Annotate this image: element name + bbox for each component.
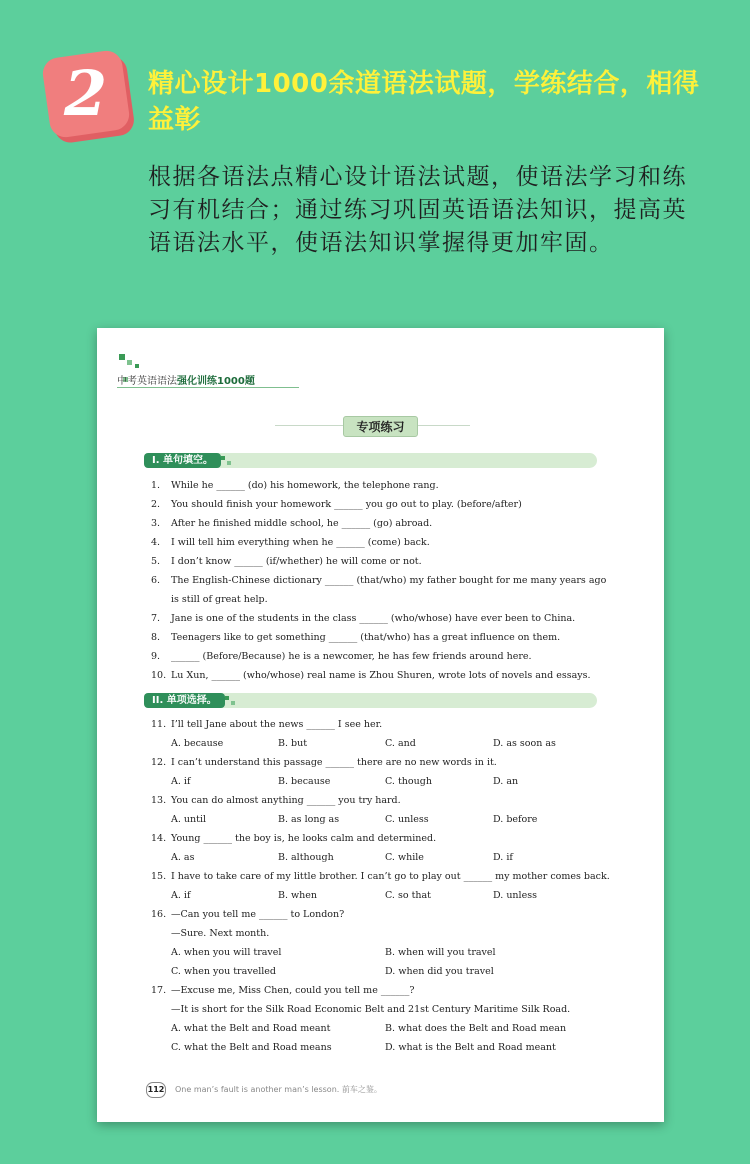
question-text: ______ (Before/Because) he is a newcomer, he has few friends around here. bbox=[171, 651, 532, 662]
book-page bbox=[97, 328, 664, 1122]
decor-square bbox=[119, 354, 125, 360]
option-a: A. if bbox=[171, 890, 191, 901]
question-3 bbox=[151, 518, 432, 529]
option-a: A. what the Belt and Road meant bbox=[171, 1023, 331, 1034]
footer-quote: One man’s fault is another man’s lesson. 前车之鉴。 bbox=[175, 1085, 382, 1094]
running-head bbox=[117, 372, 255, 387]
question-text: I’ll tell Jane about the news ______ I see her. bbox=[171, 719, 383, 730]
question-number: 12. bbox=[151, 757, 167, 768]
option-d: D. an bbox=[493, 776, 519, 787]
decor-square bbox=[221, 456, 225, 460]
question-text: I have to take care of my little brother. I can’t go to play out ______ my mother comes back. bbox=[171, 871, 610, 882]
running-head-rule bbox=[117, 387, 299, 388]
option-c: C. while bbox=[385, 852, 424, 863]
question-text: —Can you tell me ______ to London? bbox=[171, 909, 345, 920]
question-7 bbox=[151, 613, 575, 624]
question-number: 10. bbox=[151, 670, 167, 681]
running-head-bold: 强化训练1000题 bbox=[177, 376, 255, 387]
question-number: 8. bbox=[151, 632, 161, 643]
part1-title: I. 单句填空。 bbox=[144, 453, 221, 468]
question-16-reply: —Sure. Next month. bbox=[171, 928, 270, 939]
option-b: B. although bbox=[278, 852, 334, 863]
option-c: C. and bbox=[385, 738, 416, 749]
running-head-plain: 中考英语语法 bbox=[117, 376, 177, 387]
option-a: A. as bbox=[171, 852, 195, 863]
question-text: You can do almost anything ______ you try hard. bbox=[171, 795, 401, 806]
question-15 bbox=[151, 871, 610, 882]
question-text: Teenagers like to get something ______ (that/who) has a great influence on them. bbox=[171, 632, 561, 643]
question-9 bbox=[151, 651, 532, 662]
badge-number: 2 bbox=[64, 57, 108, 131]
question-number: 13. bbox=[151, 795, 167, 806]
option-d: D. unless bbox=[493, 890, 537, 901]
question-text: You should finish your homework ______ you go out to play. (before/after) bbox=[171, 499, 522, 510]
question-2 bbox=[151, 499, 522, 510]
question-text: While he ______ (do) his homework, the telephone rang. bbox=[171, 480, 439, 491]
question-5 bbox=[151, 556, 422, 567]
option-b: B. when will you travel bbox=[385, 947, 496, 958]
option-c: C. unless bbox=[385, 814, 429, 825]
question-text: After he finished middle school, he ______ (go) abroad. bbox=[171, 518, 433, 529]
question-11 bbox=[151, 719, 382, 730]
question-number: 16. bbox=[151, 909, 167, 920]
decor-square bbox=[231, 701, 235, 705]
option-d: D. as soon as bbox=[493, 738, 556, 749]
question-number: 5. bbox=[151, 556, 161, 567]
decor-square bbox=[127, 360, 132, 365]
option-b: B. because bbox=[278, 776, 331, 787]
question-13 bbox=[151, 795, 401, 806]
option-c: C. so that bbox=[385, 890, 432, 901]
option-d: D. if bbox=[493, 852, 513, 863]
option-d: D. before bbox=[493, 814, 538, 825]
option-d: D. when did you travel bbox=[385, 966, 494, 977]
section-title-wrap bbox=[97, 416, 664, 436]
question-number: 6. bbox=[151, 575, 161, 586]
decor-square bbox=[225, 696, 229, 700]
option-b: B. when bbox=[278, 890, 318, 901]
description: 根据各语法点精心设计语法试题，使语法学习和练习有机结合；通过练习巩固英语语法知识，提高英语语法水平，使语法知识掌握得更加牢固。 bbox=[148, 164, 687, 256]
question-6 bbox=[151, 575, 606, 586]
question-8 bbox=[151, 632, 560, 643]
question-1 bbox=[151, 480, 439, 491]
question-number: 2. bbox=[151, 499, 161, 510]
question-text: I can’t understand this passage ______ there are no new words in it. bbox=[171, 757, 497, 768]
page-number: 112 bbox=[146, 1082, 166, 1098]
option-c: C. though bbox=[385, 776, 432, 787]
question-text: Jane is one of the students in the class ______ (who/whose) have ever been to China. bbox=[171, 613, 576, 624]
question-number: 7. bbox=[151, 613, 161, 624]
question-number: 1. bbox=[151, 480, 161, 491]
question-text: Young ______ the boy is, he looks calm and determined. bbox=[171, 833, 437, 844]
option-a: A. until bbox=[171, 814, 207, 825]
question-text: I will tell him everything when he ______ (come) back. bbox=[171, 537, 430, 548]
question-17 bbox=[151, 985, 414, 996]
option-c: C. what the Belt and Road means bbox=[171, 1042, 332, 1053]
question-number: 15. bbox=[151, 871, 167, 882]
headline: 精心设计1000余道语法试题，学练结合，相得益彰 bbox=[148, 69, 700, 135]
option-c: C. when you travelled bbox=[171, 966, 276, 977]
question-text: I don’t know ______ (if/whether) he will come or not. bbox=[171, 556, 422, 567]
question-6-cont bbox=[151, 594, 268, 605]
question-number: 9. bbox=[151, 651, 161, 662]
option-b: B. as long as bbox=[278, 814, 340, 825]
question-number: 14. bbox=[151, 833, 167, 844]
section-title: 专项练习 bbox=[343, 416, 417, 437]
question-14 bbox=[151, 833, 436, 844]
question-text: Lu Xun, ______ (who/whose) real name is Zhou Shuren, wrote lots of novels and essays. bbox=[171, 670, 591, 681]
part2-title: II. 单项选择。 bbox=[144, 693, 225, 708]
decor-square bbox=[135, 364, 139, 368]
question-16 bbox=[151, 909, 344, 920]
question-number: 17. bbox=[151, 985, 167, 996]
option-a: A. if bbox=[171, 776, 191, 787]
question-text: The English-Chinese dictionary ______ (that/who) my father bought for me many years ago bbox=[171, 575, 607, 586]
question-text: is still of great help. bbox=[171, 594, 268, 605]
question-12 bbox=[151, 757, 497, 768]
question-10 bbox=[151, 670, 591, 681]
option-a: A. when you will travel bbox=[171, 947, 282, 958]
question-text: —Excuse me, Miss Chen, could you tell me ______? bbox=[171, 985, 415, 996]
question-17-reply: —It is short for the Silk Road Economic Belt and 21st Century Maritime Silk Road. bbox=[171, 1004, 571, 1015]
question-number: 4. bbox=[151, 537, 161, 548]
decor-square bbox=[227, 461, 231, 465]
number-badge bbox=[41, 49, 131, 139]
option-b: B. but bbox=[278, 738, 308, 749]
option-d: D. what is the Belt and Road meant bbox=[385, 1042, 556, 1053]
question-number: 11. bbox=[151, 719, 167, 730]
question-4 bbox=[151, 537, 430, 548]
question-number: 3. bbox=[151, 518, 161, 529]
option-b: B. what does the Belt and Road mean bbox=[385, 1023, 567, 1034]
option-a: A. because bbox=[171, 738, 224, 749]
